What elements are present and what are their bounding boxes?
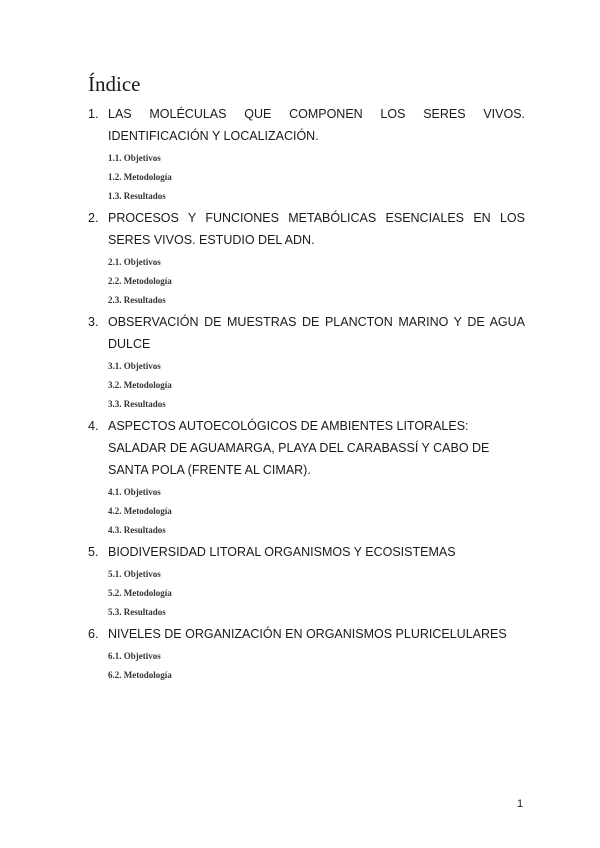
subsection-item[interactable]: 6.1. Objetivos: [108, 651, 161, 661]
section-title-line: PROCESOS Y FUNCIONES METABÓLICAS ESENCIALES EN LOS: [108, 211, 525, 225]
subsection-item[interactable]: 1.2. Metodología: [108, 172, 172, 182]
subsection-list: [108, 355, 525, 415]
subsection-item[interactable]: 4.3. Resultados: [108, 525, 166, 535]
toc-section: [88, 541, 525, 623]
section-number: 1.: [88, 107, 99, 121]
section-title-line: OBSERVACIÓN DE MUESTRAS DE PLANCTON MARINO Y DE AGUA: [108, 315, 525, 329]
section-heading[interactable]: [108, 103, 525, 147]
subsection-item[interactable]: 6.2. Metodología: [108, 670, 172, 680]
section-title-line: LAS MOLÉCULAS QUE COMPONEN LOS SERES VIVOS.: [108, 107, 525, 121]
section-title-line: SANTA POLA (FRENTE AL CIMAR).: [108, 463, 311, 477]
section-title-line: ASPECTOS AUTOECOLÓGICOS DE AMBIENTES LITORALES:: [108, 419, 469, 433]
table-of-contents: [88, 103, 525, 686]
section-number: 5.: [88, 545, 99, 559]
toc-section: [88, 207, 525, 311]
page-number: 1: [517, 798, 524, 810]
section-title-line: DULCE: [108, 337, 151, 351]
subsection-item[interactable]: 2.2. Metodología: [108, 276, 172, 286]
subsection-item[interactable]: 5.3. Resultados: [108, 607, 166, 617]
section-heading[interactable]: [108, 541, 525, 563]
toc-section: [88, 623, 525, 686]
subsection-list: [108, 251, 525, 311]
subsection-item[interactable]: 3.3. Resultados: [108, 399, 166, 409]
page-title: Índice: [88, 72, 141, 96]
section-number: 3.: [88, 315, 99, 329]
subsection-item[interactable]: 2.3. Resultados: [108, 295, 166, 305]
subsection-item[interactable]: 3.1. Objetivos: [108, 361, 161, 371]
section-title-line: BIODIVERSIDAD LITORAL ORGANISMOS Y ECOSISTEMAS: [108, 545, 456, 559]
toc-section: [88, 415, 525, 541]
section-title-line: SERES VIVOS. ESTUDIO DEL ADN.: [108, 233, 315, 247]
section-number: 4.: [88, 419, 99, 433]
subsection-list: [108, 481, 525, 541]
section-number: 2.: [88, 211, 99, 225]
toc-section: [88, 103, 525, 207]
section-title-line: NIVELES DE ORGANIZACIÓN EN ORGANISMOS PLURICELULARES: [108, 627, 507, 641]
section-title-line: IDENTIFICACIÓN Y LOCALIZACIÓN.: [108, 129, 319, 143]
section-heading[interactable]: [108, 311, 525, 355]
section-number: 6.: [88, 627, 99, 641]
subsection-list: [108, 147, 525, 207]
subsection-item[interactable]: 1.3. Resultados: [108, 191, 166, 201]
subsection-list: [108, 645, 525, 686]
subsection-item[interactable]: 1.1. Objetivos: [108, 153, 161, 163]
subsection-item[interactable]: 5.2. Metodología: [108, 588, 172, 598]
subsection-item[interactable]: 3.2. Metodología: [108, 380, 172, 390]
subsection-item[interactable]: 4.1. Objetivos: [108, 487, 161, 497]
section-heading[interactable]: [108, 207, 525, 251]
section-heading[interactable]: [108, 623, 525, 645]
subsection-item[interactable]: 4.2. Metodología: [108, 506, 172, 516]
subsection-item[interactable]: 5.1. Objetivos: [108, 569, 161, 579]
subsection-list: [108, 563, 525, 623]
subsection-item[interactable]: 2.1. Objetivos: [108, 257, 161, 267]
section-heading[interactable]: [108, 415, 525, 481]
toc-section: [88, 311, 525, 415]
section-title-line: SALADAR DE AGUAMARGA, PLAYA DEL CARABASSÍ Y CABO DE: [108, 441, 490, 455]
